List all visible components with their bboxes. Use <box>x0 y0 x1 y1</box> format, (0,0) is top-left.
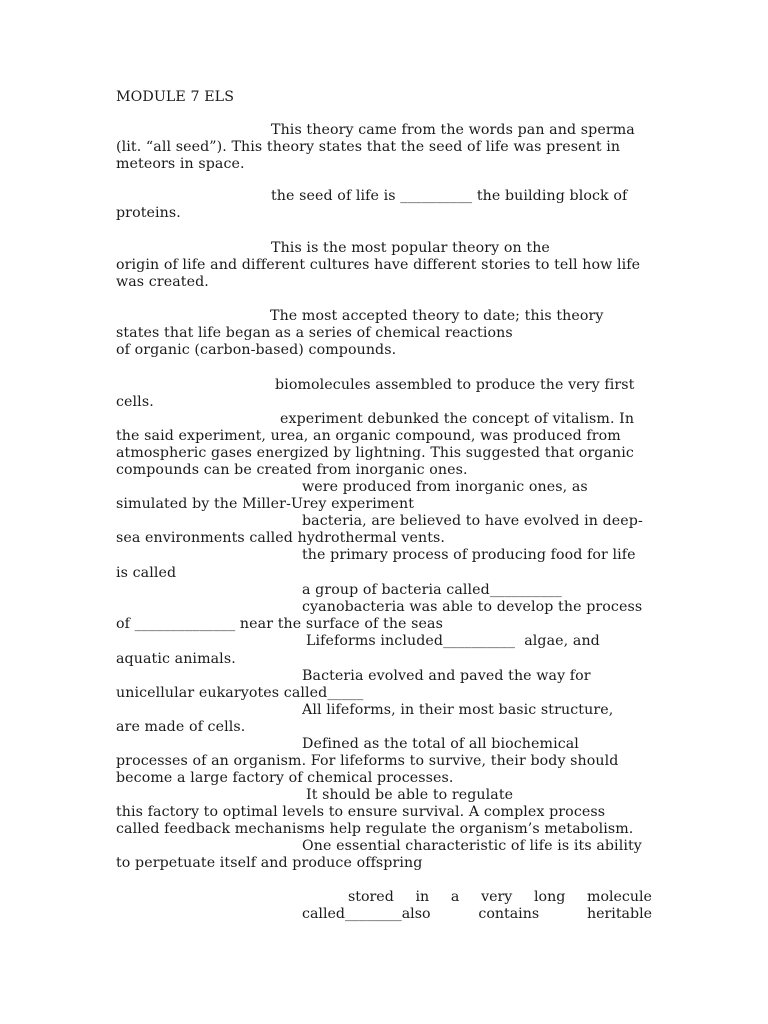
text-line: The most accepted theory to date; this theory <box>270 308 604 324</box>
text-line: This is the most popular theory on the <box>271 240 550 256</box>
text-line: the seed of life is __________ the building block of <box>271 188 628 204</box>
text-line: It should be able to regulate <box>306 787 514 803</box>
text-line: experiment debunked the concept of vitalism. In <box>280 411 635 427</box>
text-line: proteins. <box>116 205 181 221</box>
text-line: All lifeforms, in their most basic structure, <box>302 702 614 718</box>
text-line: compounds can be created from inorganic ones. <box>116 462 468 478</box>
text-line: Lifeforms included__________ algae, and <box>306 633 600 649</box>
text-line: of organic (carbon-based) compounds. <box>116 342 397 358</box>
word: in <box>415 889 430 905</box>
module-title: MODULE 7 ELS <box>116 89 235 105</box>
text-line: the said experiment, urea, an organic compound, was produced from <box>116 428 621 444</box>
text-line: become a large factory of chemical processes. <box>116 770 454 786</box>
text-line: is called <box>116 565 177 581</box>
text-line: atmospheric gases energized by lightning. This suggested that organic <box>116 445 634 461</box>
text-line: aquatic animals. <box>116 651 236 667</box>
text-line: (lit. “all seed”). This theory states that the seed of life was present in <box>116 139 621 155</box>
justified-line <box>302 906 652 923</box>
text-line: meteors in space. <box>116 156 245 172</box>
word: long <box>533 889 566 905</box>
word: called________also <box>302 906 431 922</box>
text-line: cyanobacteria was able to develop the process <box>302 599 643 615</box>
word: very <box>481 889 513 905</box>
text-line: Defined as the total of all biochemical <box>302 736 579 752</box>
text-line: cells. <box>116 394 154 410</box>
text-line: to perpetuate itself and produce offspring <box>116 855 423 871</box>
word: contains <box>478 906 540 922</box>
text-line: was created. <box>116 274 209 290</box>
text-line: biomolecules assembled to produce the very first <box>275 377 635 393</box>
text-line: origin of life and different cultures have different stories to tell how life <box>116 257 641 273</box>
text-line: sea environments called hydrothermal vents. <box>116 530 446 546</box>
word: molecule <box>587 889 652 905</box>
word: heritable <box>586 906 652 922</box>
text-line: the primary process of producing food for life <box>302 547 636 563</box>
text-line: called feedback mechanisms help regulate the organism’s metabolism. <box>116 821 634 837</box>
text-line: processes of an organism. For lifeforms to survive, their body should <box>116 753 619 769</box>
text-line: a group of bacteria called__________ <box>302 582 562 598</box>
text-line: bacteria, are believed to have evolved in deep- <box>302 513 643 529</box>
text-line: are made of cells. <box>116 719 246 735</box>
justified-line <box>348 889 652 906</box>
word: a <box>450 889 460 905</box>
text-line: this factory to optimal levels to ensure survival. A complex process <box>116 804 606 820</box>
word: stored <box>348 889 394 905</box>
text-line: were produced from inorganic ones, as <box>302 479 588 495</box>
text-line: simulated by the Miller-Urey experiment <box>116 496 414 512</box>
text-line: Bacteria evolved and paved the way for <box>302 668 591 684</box>
text-line: unicellular eukaryotes called_____ <box>116 685 364 701</box>
text-line: One essential characteristic of life is its ability <box>302 838 642 854</box>
text-line: of ______________ near the surface of the seas <box>116 616 443 632</box>
text-line: This theory came from the words pan and sperma <box>271 122 635 138</box>
text-line: states that life began as a series of chemical reactions <box>116 325 513 341</box>
